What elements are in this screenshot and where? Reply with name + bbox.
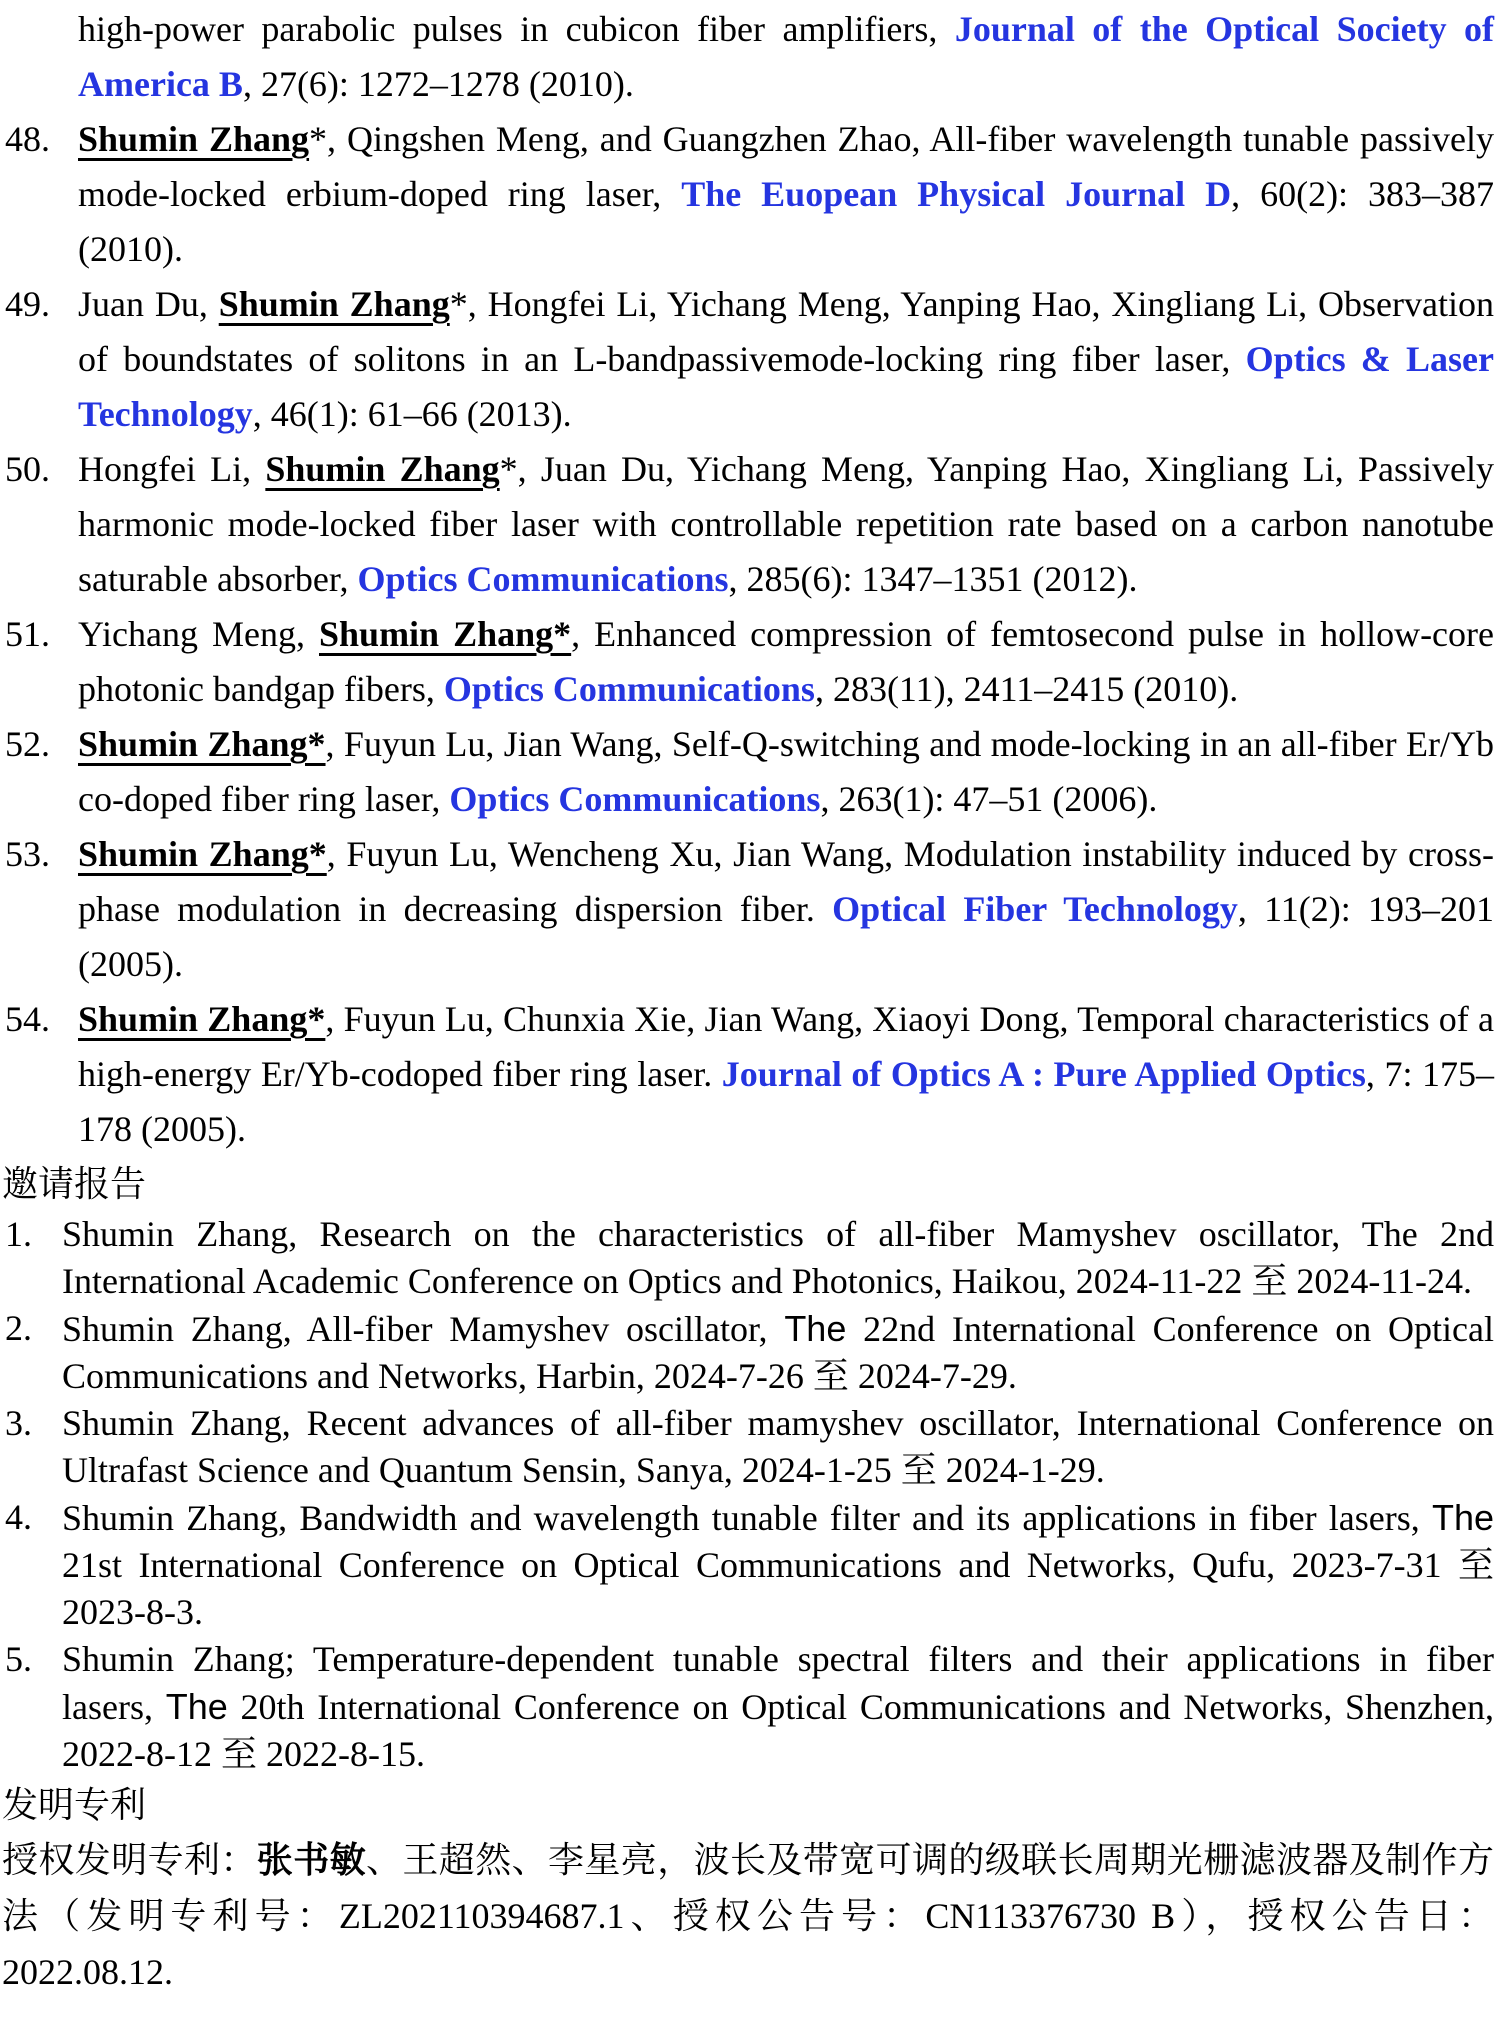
- journal-name: Optics & Laser Technology: [78, 339, 1494, 434]
- journal-name: Optical Fiber Technology: [832, 889, 1238, 929]
- item-number: 54.: [5, 999, 50, 1039]
- author-name-highlight: Shumin Zhang: [218, 284, 450, 324]
- text-segment: *: [499, 449, 518, 489]
- journal-name: Optics Communications: [357, 559, 729, 599]
- text-segment: Hongfei Li,: [78, 449, 266, 489]
- text-segment: 21st International Conference on Optical Communications and Networks, Qufu, 2023-7-31 至 2023-8-3.: [62, 1545, 1494, 1632]
- publication-item: [0, 607, 1494, 717]
- text-segment: , 46(1): 61–66 (2013).: [252, 394, 572, 434]
- text-segment: , Fuyun Lu, Chunxia Xie, Jian Wang, Xiaoyi Dong, Temporal characteristics of a high-energy Er/Yb-codoped fiber ring laser.: [78, 999, 1494, 1094]
- talk-item: [0, 1494, 1494, 1636]
- text-segment: , Fuyun Lu, Jian Wang, Self-Q-switching and mode-locking in an all-fiber Er/Yb co-doped fiber ring laser,: [78, 724, 1494, 819]
- text-segment: *: [309, 119, 328, 159]
- text-segment: The: [165, 1686, 228, 1727]
- item-number: 4.: [5, 1497, 32, 1537]
- text-segment: Shumin Zhang, Bandwidth and wavelength tunable filter and its applications in fiber lasers,: [62, 1498, 1432, 1538]
- text-segment: , Enhanced compression of femtosecond pulse in hollow-core photonic bandgap fibers,: [78, 614, 1495, 709]
- talk-item: [0, 1400, 1494, 1494]
- publication-item: [0, 112, 1494, 277]
- text-segment: , Hongfei Li, Yichang Meng, Yanping Hao, Xingliang Li, Observation of boundstates of solitons in an L-bandpassivemode-locking ring fiber laser,: [78, 284, 1494, 379]
- journal-name: Journal of Optics A : Pure Applied Optics: [721, 1054, 1366, 1094]
- patents-header: 发明专利: [2, 1785, 147, 1825]
- publication-item: [0, 827, 1494, 992]
- text-segment: Yichang Meng,: [78, 614, 319, 654]
- text-segment: , Qingshen Meng, and Guangzhen Zhao, All-fiber wavelength tunable passively mode-locked erbium-doped ring laser,: [78, 119, 1494, 214]
- text-segment: The: [1431, 1497, 1494, 1538]
- text-segment: , 263(1): 47–51 (2006).: [820, 779, 1158, 819]
- text-segment: , Fuyun Lu, Wencheng Xu, Jian Wang, Modulation instability induced by cross-phase modulation in decreasing dispersion fiber.: [78, 834, 1494, 929]
- item-number: 48.: [5, 119, 50, 159]
- text-segment: Shumin Zhang, Recent advances of all-fiber mamyshev oscillator, International Conference on Ultrafast Science and Quantum Sensin, Sanya, 2024-1-25 至 2024-1-29.: [62, 1403, 1494, 1490]
- item-number: 51.: [5, 614, 50, 654]
- publication-item: [0, 717, 1494, 827]
- item-number: 5.: [5, 1639, 32, 1679]
- text-segment: The: [784, 1308, 847, 1349]
- text-segment: 、王超然、李星亮，波长及带宽可调的级联长周期光栅滤波器及制作方法（发明专利号：ZL202110394687.1、授权公告号：CN113376730 B），授权公告日：2022.08.12.: [2, 1840, 1494, 1992]
- publications-list: [0, 2, 1494, 1157]
- publication-item: [0, 277, 1494, 442]
- journal-name: Optics Communications: [443, 669, 815, 709]
- item-number: 3.: [5, 1403, 32, 1443]
- item-number: 2.: [5, 1308, 32, 1348]
- item-number: 49.: [5, 284, 50, 324]
- invited-talks-header: 邀请报告: [2, 1164, 147, 1204]
- author-name-highlight: Shumin Zhang*: [78, 999, 326, 1039]
- talk-item: [0, 1636, 1494, 1778]
- text-segment: 授权发明专利：: [2, 1840, 257, 1880]
- author-name-highlight: Shumin Zhang: [265, 449, 500, 489]
- invited-talks-list: [0, 1211, 1494, 1778]
- publication-item: [0, 992, 1494, 1157]
- journal-name: Optics Communications: [449, 779, 821, 819]
- journal-name: The Euopean Physical Journal D: [681, 174, 1232, 214]
- item-number: 1.: [5, 1214, 32, 1254]
- patent-entry: [0, 1832, 1494, 2000]
- text-segment: , 285(6): 1347–1351 (2012).: [728, 559, 1138, 599]
- text-segment: , 7: 175–178 (2005).: [78, 1054, 1494, 1149]
- talk-item: [0, 1305, 1494, 1400]
- author-name-highlight: Shumin Zhang: [78, 119, 310, 159]
- author-name-highlight: Shumin Zhang*: [319, 614, 572, 654]
- text-segment: Juan Du,: [78, 284, 219, 324]
- text-segment: Shumin Zhang, Research on the characteristics of all-fiber Mamyshev oscillator, The 2nd International Academic Conference on Optics and Photonics, Haikou, 2024-11-22 至 2024-11-24.: [62, 1214, 1494, 1301]
- text-segment: Shumin Zhang, All-fiber Mamyshev oscillator,: [62, 1309, 785, 1349]
- talk-item: [0, 1211, 1494, 1305]
- item-number: 52.: [5, 724, 50, 764]
- text-segment: , 11(2): 193–201 (2005).: [78, 889, 1494, 984]
- publication-item: [0, 2, 1494, 112]
- text-segment: *: [449, 284, 468, 324]
- text-segment: , Juan Du, Yichang Meng, Yanping Hao, Xingliang Li, Passively harmonic mode-locked fiber laser with controllable repetition rate based on a carbon nanotube saturable absorber,: [78, 449, 1494, 599]
- text-segment: high-power parabolic pulses in cubicon fiber amplifiers,: [78, 9, 955, 49]
- text-segment: , 27(6): 1272–1278 (2010).: [242, 64, 634, 104]
- text-segment: , 60(2): 383–387 (2010).: [78, 174, 1495, 269]
- text-segment: 20th International Conference on Optical Communications and Networks, Shenzhen, 2022-8-12 至 2022-8-15.: [62, 1687, 1495, 1774]
- item-number: 50.: [5, 449, 50, 489]
- publication-item: [0, 442, 1494, 607]
- text-segment: , 283(11), 2411–2415 (2010).: [814, 669, 1239, 709]
- item-number: 53.: [5, 834, 50, 874]
- text-segment: 22nd International Conference on Optical Communications and Networks, Harbin, 2024-7-26 至 2024-7-29.: [62, 1309, 1494, 1396]
- text-segment: 张书敏: [256, 1840, 366, 1880]
- text-segment: Shumin Zhang; Temperature-dependent tunable spectral filters and their applications in fiber lasers,: [62, 1639, 1494, 1727]
- author-name-highlight: Shumin Zhang*: [78, 834, 327, 874]
- journal-name: Journal of the Optical Society of America B: [78, 9, 1494, 104]
- author-name-highlight: Shumin Zhang*: [78, 724, 326, 764]
